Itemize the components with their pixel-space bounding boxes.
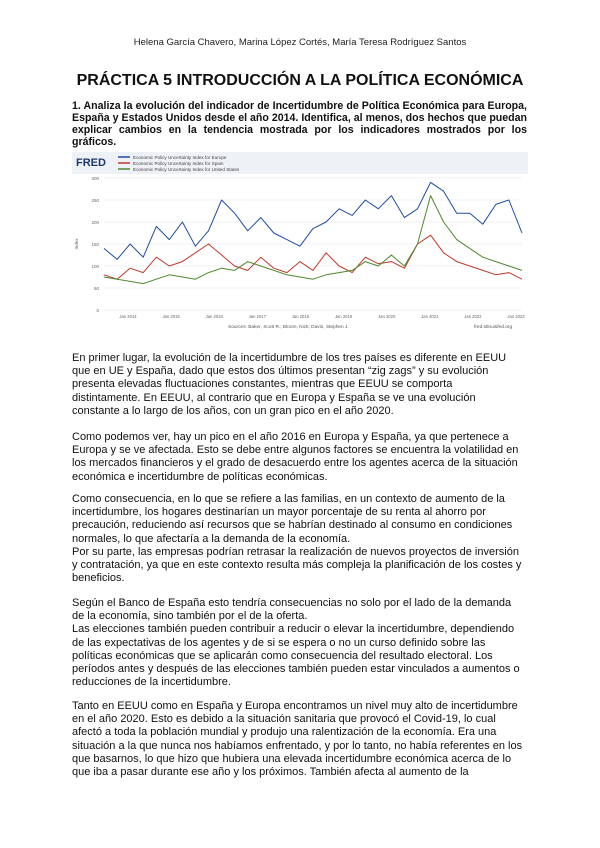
text-line: Tanto en EEUU como en España y Europa encontramos un nivel muy alto de incertidumbre: [72, 700, 518, 712]
x-tick-label: Jan 2019: [334, 314, 353, 319]
text-line: Según el Banco de España esto tendría consecuencias no solo por el lado de la demanda: [72, 597, 512, 609]
x-tick-label: Jan 2020: [378, 314, 396, 319]
text-line: precaución, reduciendo así recursos que se habrían destinado al consumo en condiciones: [72, 519, 513, 532]
text-line: situación a la que nunca nos habíamos enfrentado, y por lo tanto, no había referentes en los: [72, 739, 523, 752]
y-tick-label: 100: [91, 264, 99, 269]
text-line: constante a lo largo de los años, con un gran pico en el año 2020.: [72, 404, 394, 417]
page-header-authors: Helena García Chavero, Marina López Cortés, María Teresa Rodríguez Santos: [133, 37, 467, 48]
y-axis-label: Index: [74, 238, 79, 250]
x-tick-label: Jan 2015: [162, 314, 180, 319]
text-line: económica e incertidumbre de políticas económicas.: [72, 470, 328, 483]
y-tick-label: 150: [91, 242, 99, 247]
text-line: Europa y se ve afectada. Esto se debe entre algunos factores se encuentra la volatilidad en: [72, 444, 519, 457]
chart-link: fred.stlouisfed.org: [474, 325, 513, 330]
text-line: Las elecciones también pueden contribuir a reducir o elevar la incertidumbre, dependiendo: [72, 623, 515, 636]
paragraph-2: [72, 431, 527, 484]
x-tick-label: Jan 2017: [248, 314, 266, 319]
paragraph-5: [72, 700, 527, 779]
x-tick-label: Jan 2023: [507, 314, 525, 319]
paragraph-4: [72, 597, 527, 689]
x-tick-label: Jan 2021: [421, 314, 439, 319]
text-line: de la economía, sino también por el de la oferta.: [72, 610, 308, 623]
text-line: afectó a toda la población mundial y produjo una ralentización de la economía. Era una: [72, 726, 497, 739]
y-tick-label: 50: [93, 286, 99, 291]
legend-entry: Economic Policy Uncertainty Index for United States: [133, 167, 240, 172]
chart-source: Sources: Baker, Scott R.; Bloom, Nick; Davis, Stephen J.: [228, 325, 349, 330]
chart-header: [72, 152, 528, 174]
text-line: distintamente. En EEUU, al contrario que en Europa y España se ve una evolución: [72, 391, 476, 404]
paragraph-1: [72, 352, 527, 418]
y-tick-label: 0: [96, 308, 99, 313]
x-tick-label: Jan 2022: [464, 314, 482, 319]
fred-chart: [72, 152, 528, 337]
y-tick-label: 250: [91, 198, 99, 203]
text-line: que iba a pasar durante ese año y los próximos. También afecta al aumento de la: [72, 766, 469, 779]
page-title: PRÁCTICA 5 INTRODUCCIÓN A LA POLÍTICA ECONÓMICA: [76, 72, 524, 89]
x-tick-label: Jan 2018: [291, 314, 310, 319]
x-tick-label: Jan 2016: [205, 314, 223, 319]
y-tick-label: 200: [91, 220, 99, 225]
question-text: 1. Analiza la evolución del indicador de Incertidumbre de Política Económica para Europa, España y Estados Unidos desde el año 2014. Identifica, al menos, dos hechos que puedan explicar cambios en la tendencia mostrada por los indicadores mostrados por los gráficos.: [72, 100, 527, 148]
text-line: que en UE y España, dado que estos dos últimos presentan “zig zags” y su evolución: [72, 365, 489, 378]
text-line: beneficios.: [72, 572, 125, 585]
text-line: los mercados financieros y el grado de desacuerdo entre los agentes acerca de la situación: [72, 457, 518, 470]
text-line: de las expectativas de los agentes y de si se espera o no un curso definido sobre las: [72, 636, 486, 649]
x-tick-label: Jan 2014: [119, 314, 137, 319]
text-line: y contratación, ya que en este contexto resulta más compleja la planificación de los costes y: [72, 559, 522, 572]
text-line: en el año 2020. Esto es debido a la situación sanitaria que provocó el Covid-19, lo cual: [72, 713, 496, 726]
text-line: En primer lugar, la evolución de la incertidumbre de los tres países es diferente en EEUU: [72, 352, 507, 364]
text-line: normales, lo que afectaría a la demanda de la economía.: [72, 532, 351, 545]
text-line: que basarnos, lo que hizo que hubiera una elevada incertidumbre económica acerca de lo: [72, 752, 512, 765]
paragraph-3: [72, 493, 527, 585]
legend-entry: Economic Policy Uncertainty Index for Europe: [133, 155, 227, 160]
text-line: políticas económicas que se aplicarán como consecuencia del resultado electoral. Los: [72, 649, 493, 662]
text-line: presenta elevadas fluctuaciones constantes, mientras que EEUU se comporta: [72, 378, 453, 391]
text-line: períodos antes y después de las elecciones también pueden estar vinculados a aumentos o: [72, 663, 520, 676]
legend-entry: Economic Policy Uncertainty Index for Spain: [133, 161, 224, 166]
text-line: incertidumbre, los hogares destinarían un mayor porcentaje de su renta al ahorro por: [72, 506, 486, 519]
text-line: reducciones de la incertidumbre.: [72, 676, 231, 689]
fred-logo: FRED: [76, 157, 106, 169]
y-tick-label: 300: [91, 176, 99, 181]
chart-svg: [72, 152, 528, 337]
text-line: Como podemos ver, hay un pico en el año 2016 en Europa y España, ya que pertenece a: [72, 431, 509, 443]
text-line: Como consecuencia, en lo que se refiere a las familias, en un contexto de aumento de la: [72, 493, 505, 505]
text-line: Por su parte, las empresas podrían retrasar la realización de nuevos proyectos de inversión: [72, 545, 519, 558]
